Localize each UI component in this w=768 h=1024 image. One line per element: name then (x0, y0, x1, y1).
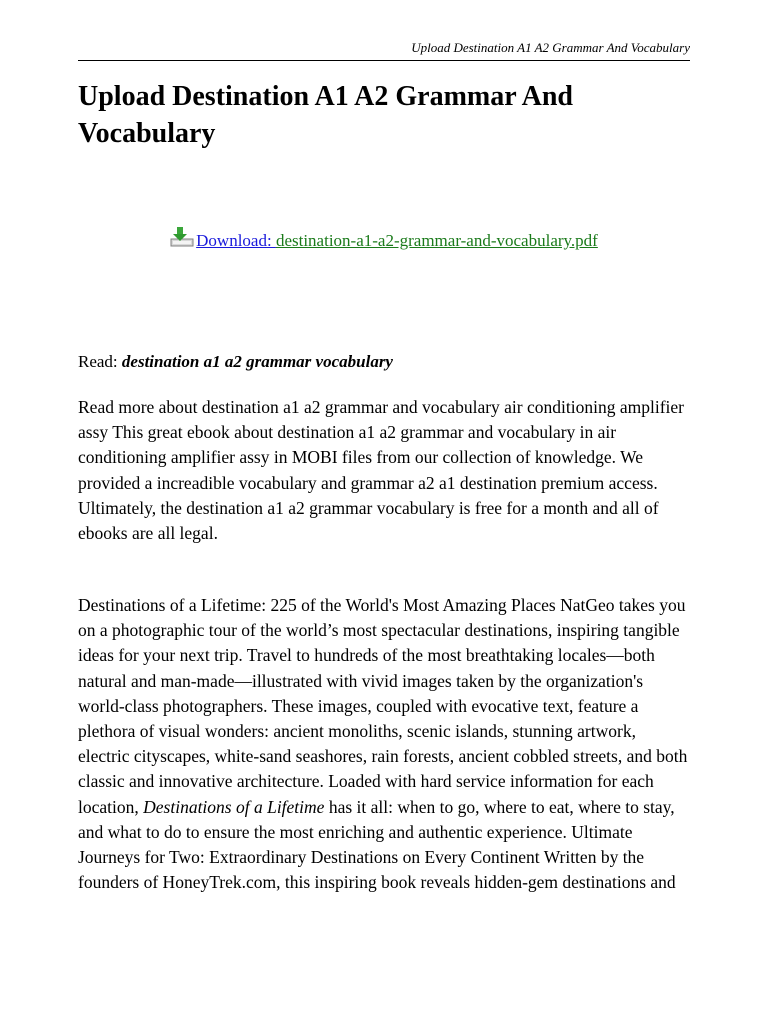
body-paragraph-1: Read more about destination a1 a2 grammar and vocabulary air conditioning amplifier assy This great ebook about destination a1 a2 grammar and vocabulary in air conditioning amplifier assy in MOBI files from our collection of knowledge. We provided a increadible vocabulary and grammar a2 a1 destination premium access. Ultimately, the destination a1 a2 grammar vocabulary is free for a month and all of ebooks are all legal. (78, 397, 684, 544)
read-query: destination a1 a2 grammar vocabulary (121, 352, 393, 371)
body-paragraph-2 (78, 593, 690, 895)
paragraph-text: Destinations of a Lifetime: 225 of the World's Most Amazing Places NatGeo takes you on a photographic tour of the world’s most spectacular destinations, inspiring tangible ideas for your next trip. Travel to hundreds of the most breathtaking locales—both natural and man-made—illustrated with vivid images taken by the organization's world-class photographers. These images, coupled with evocative text, feature a plethora of visual wonders: ancient monoliths, scenic islands, stunning artwork, electric cityscapes, white-sand seashores, rain forests, ancient cobbled streets, and both classic and innovative architecture. Loaded with hard service information for each location, (78, 595, 688, 817)
book-title: Destinations of a Lifetime (143, 796, 325, 817)
download-label[interactable]: Download: (196, 231, 276, 250)
download-arrow-icon[interactable] (170, 226, 194, 248)
read-label: Read: (78, 352, 122, 371)
running-header: Upload Destination A1 A2 Grammar And Vocabulary (411, 40, 690, 55)
download-file-link[interactable]: destination-a1-a2-grammar-and-vocabulary.pdf (275, 231, 598, 250)
page-title: Upload Destination A1 A2 Grammar And Vocabulary (78, 81, 573, 149)
paragraph-text: has it all: when to go, where to eat, where to stay, and what to do to ensure the most enriching and authentic experience. Ultimate Journeys for Two: Extraordinary Destinations on Every Continent Written by the founders of HoneyTrek.com, this inspiring book reveals hidden-gem destinations and (78, 796, 676, 893)
header-divider (78, 60, 690, 61)
read-line (78, 349, 690, 374)
download-link-block[interactable] (170, 226, 598, 253)
